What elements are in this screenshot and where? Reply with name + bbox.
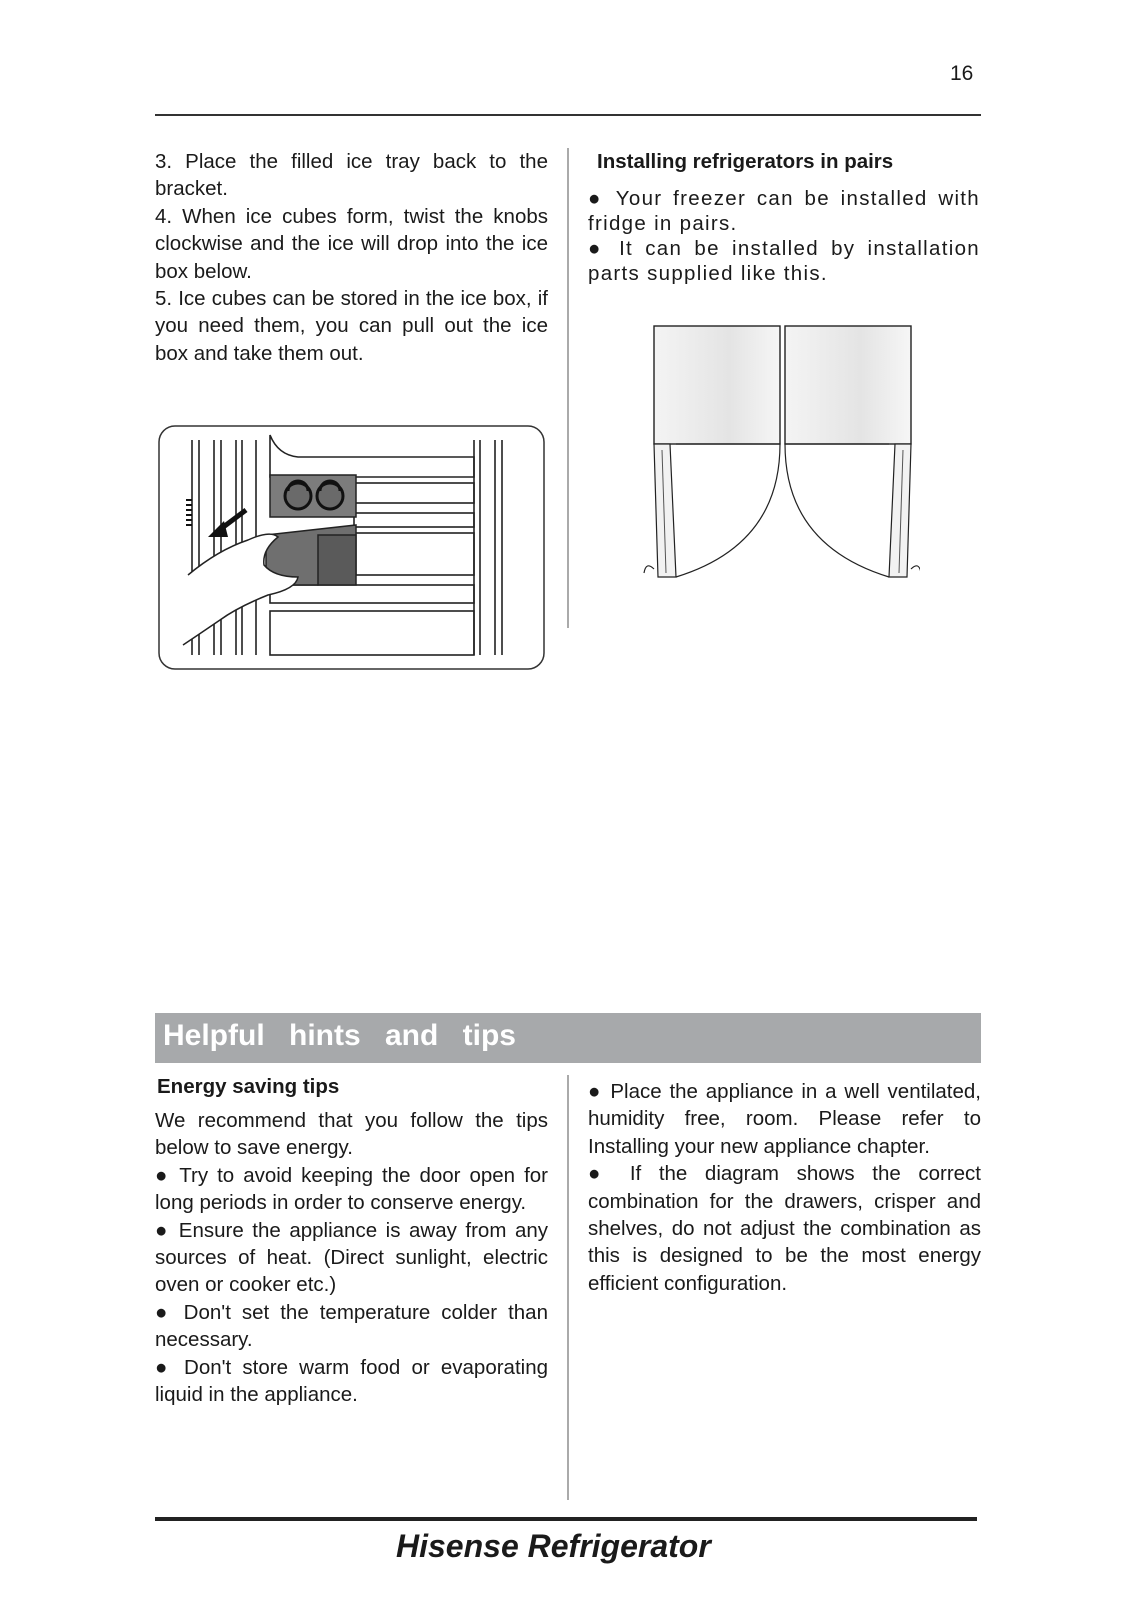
bottom-rule: [155, 1517, 977, 1521]
top-rule: [155, 114, 981, 116]
energy-left-column: [155, 1107, 548, 1408]
energy-tip-heat: ● Ensure the appliance is away from any sources of heat. (Direct sunlight, electric oven or cooker etc.): [155, 1218, 548, 1297]
section-title: Helpful hints and tips: [163, 1019, 516, 1052]
energy-heading: Energy saving tips: [157, 1075, 340, 1098]
energy-tip-temperature: ● Don't set the temperature colder than necessary.: [155, 1300, 548, 1352]
lower-column-divider: [567, 1075, 569, 1500]
page-number: 16: [950, 62, 974, 85]
ice-steps: [155, 148, 548, 367]
energy-tip-ventilation: ● Place the appliance in a well ventilated, humidity free, room. Please refer to Installing your new appliance chapter.: [588, 1080, 981, 1158]
energy-tip-drawers: ● If the diagram shows the correct combination for the drawers, crisper and shelves, do not adjust the combination as this is designed to be the most energy efficient configuration.: [588, 1162, 981, 1295]
pairs-heading: Installing refrigerators in pairs: [597, 150, 894, 173]
paired-refrigerators-illustration: [640, 325, 920, 585]
pairs-bullet-2: ● It can be installed by installation parts supplied like this.: [588, 237, 980, 285]
step-3: 3. Place the filled ice tray back to the bracket.: [155, 150, 548, 201]
step-4: 4. When ice cubes form, twist the knobs clockwise and the ice will drop into the ice box below.: [155, 204, 548, 283]
energy-intro: We recommend that you follow the tips below to save energy.: [155, 1109, 548, 1160]
energy-tip-warm-food: ● Don't store warm food or evaporating liquid in the appliance.: [155, 1355, 548, 1407]
ice-maker-illustration: [158, 425, 545, 670]
step-5: 5. Ice cubes can be stored in the ice box, if you need them, you can pull out the ice box and take them out.: [155, 287, 548, 365]
pairs-bullet-1: ● Your freezer can be installed with fridge in pairs.: [588, 187, 980, 235]
energy-tip-door: ● Try to avoid keeping the door open for long periods in order to conserve energy.: [155, 1163, 548, 1215]
section-banner: [155, 1013, 981, 1063]
upper-column-divider: [567, 148, 569, 628]
energy-right-column: [588, 1078, 981, 1297]
pairs-bullets: [588, 186, 980, 286]
footer-brand: Hisense Refrigerator: [396, 1528, 711, 1564]
